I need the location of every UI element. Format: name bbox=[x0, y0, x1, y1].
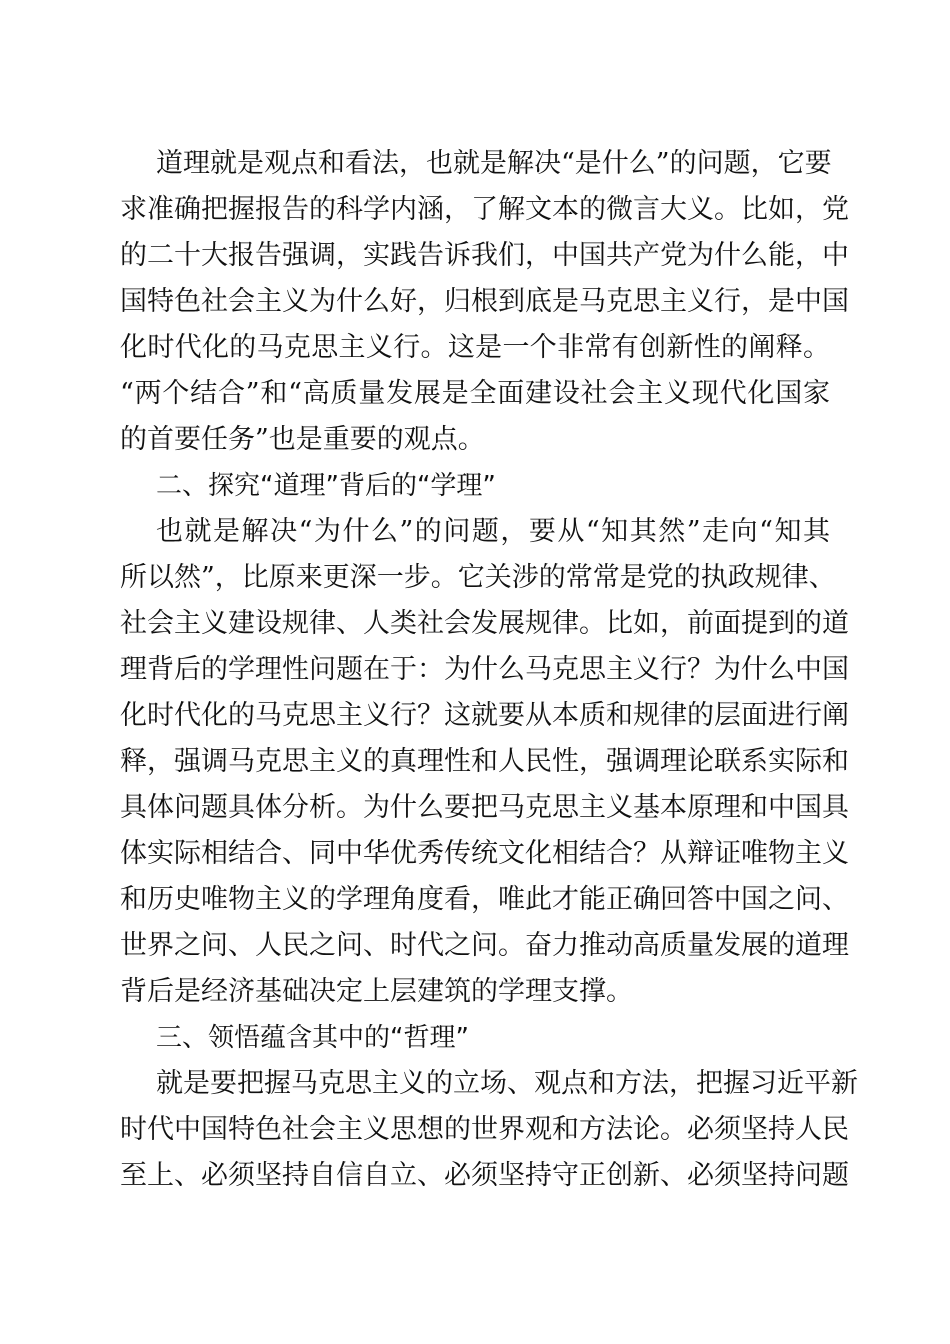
paragraph-2-line-11: 背后是经济基础决定上层建筑的学理支撑。 bbox=[120, 976, 633, 1007]
paragraph-1-line-3: 的二十大报告强调，实践告诉我们，中国共产党为什么能，中 bbox=[120, 240, 849, 271]
paragraph-3-line-1: 就是要把握马克思主义的立场、观点和方法，把握习近平新 bbox=[156, 1068, 858, 1099]
paragraph-2-line-1: 也就是解决“为什么”的问题，要从“知其然”走向“知其 bbox=[156, 516, 830, 547]
paragraph-2-line-10: 世界之问、人民之问、时代之问。奋力推动高质量发展的道理 bbox=[120, 930, 849, 961]
paragraph-3-line-2: 时代中国特色社会主义思想的世界观和方法论。必须坚持人民 bbox=[120, 1114, 849, 1145]
paragraph-2-line-9: 和历史唯物主义的学理角度看，唯此才能正确回答中国之问、 bbox=[120, 884, 849, 915]
paragraph-2-line-6: 释，强调马克思主义的真理性和人民性，强调理论联系实际和 bbox=[120, 746, 849, 777]
paragraph-2-line-2: 所以然”，比原来更深一步。它关涉的常常是党的执政规律、 bbox=[120, 562, 836, 593]
paragraph-1-line-4: 国特色社会主义为什么好，归根到底是马克思主义行，是中国 bbox=[120, 286, 849, 317]
paragraph-1-line-7: 的首要任务”也是重要的观点。 bbox=[120, 424, 485, 455]
section-heading-2: 二、探究“道理”背后的“学理” bbox=[156, 471, 496, 501]
paragraph-1-line-2: 求准确把握报告的科学内涵，了解文本的微言大义。比如，党 bbox=[120, 194, 849, 225]
paragraph-1-line-5: 化时代化的马克思主义行。这是一个非常有创新性的阐释。 bbox=[120, 332, 830, 363]
paragraph-1-line-1: 道理就是观点和看法，也就是解决“是什么”的问题，它要 bbox=[156, 148, 832, 179]
paragraph-2-line-4: 理背后的学理性问题在于：为什么马克思主义行？为什么中国 bbox=[120, 654, 849, 685]
paragraph-2-line-8: 体实际相结合、同中华优秀传统文化相结合？从辩证唯物主义 bbox=[120, 838, 849, 869]
paragraph-1-line-6: “两个结合”和“高质量发展是全面建设社会主义现代化国家 bbox=[120, 378, 830, 409]
section-heading-3: 三、领悟蕴含其中的“哲理” bbox=[156, 1023, 469, 1053]
paragraph-2-line-7: 具体问题具体分析。为什么要把马克思主义基本原理和中国具 bbox=[120, 792, 849, 823]
paragraph-3-line-3: 至上、必须坚持自信自立、必须坚持守正创新、必须坚持问题 bbox=[120, 1160, 849, 1191]
paragraph-2-line-5: 化时代化的马克思主义行？这就要从本质和规律的层面进行阐 bbox=[120, 700, 849, 731]
paragraph-2-line-3: 社会主义建设规律、人类社会发展规律。比如，前面提到的道 bbox=[120, 608, 849, 639]
